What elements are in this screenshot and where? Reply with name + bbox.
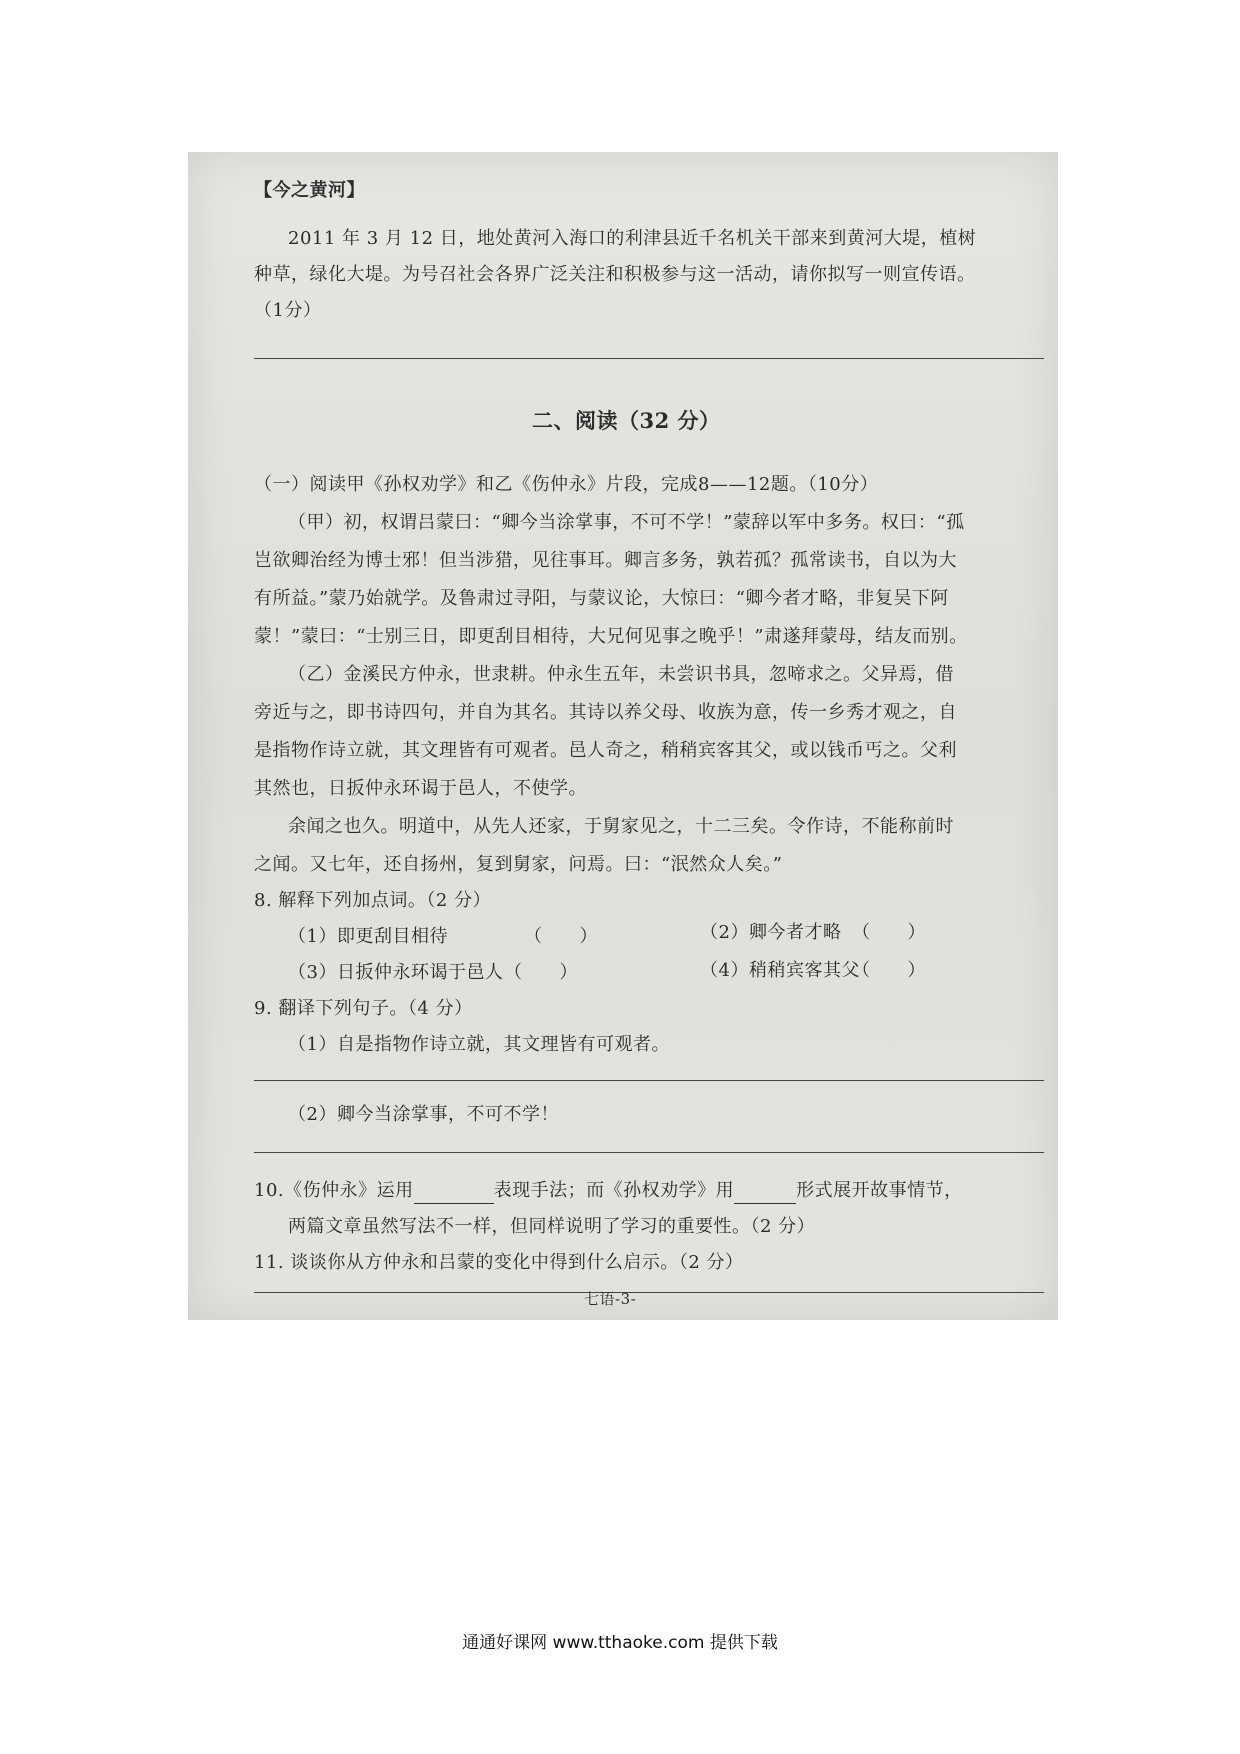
question-8-answer-paren: （ ） (524, 926, 598, 947)
question-8: 8. 解释下列加点词。（2 分） (254, 890, 492, 911)
answer-blank[interactable] (734, 1185, 796, 1204)
question-8-answer-paren: （ ） (504, 962, 578, 983)
question-10-continuation: 两篇文章虽然写法不一样，但同样说明了学习的重要性。（2 分） (288, 1216, 816, 1237)
question-10-part: 表现手法；而《孙权劝学》用 (493, 1180, 735, 1201)
page-number: 七语-3- (584, 1290, 637, 1308)
answer-line (254, 1080, 1044, 1081)
question-8-item: （2）卿今者才略 (700, 922, 842, 943)
scanned-exam-page (188, 152, 1058, 1320)
passage-yi-line: （乙）金溪民方仲永，世隶耕。仲永生五年，未尝识书具，忽啼求之。父异焉，借 (288, 664, 954, 685)
question-8-answer-paren: （ ） (852, 960, 926, 981)
passage-yi-line: 是指物作诗立就，其文理皆有可观者。邑人奇之，稍稍宾客其父，或以钱币丐之。父利 (254, 740, 957, 761)
question-10-part: 形式展开故事情节， (796, 1180, 963, 1201)
question-9-item: （2）卿今当涂掌事，不可不学！ (288, 1104, 559, 1125)
passage-jia-line: 蒙！”蒙曰：“士别三日，即更刮目相待，大兄何见事之晚乎！”肃遂拜蒙母，结友而别。 (254, 626, 968, 647)
passage-jia-line: （甲）初，权谓吕蒙曰：“卿今当涂掌事，不可不学！”蒙辞以军中多务。权曰：“孤 (288, 512, 965, 533)
passage-yi-line: 余闻之也久。明道中，从先人还家，于舅家见之，十二三矣。令作诗，不能称前时 (288, 816, 954, 837)
question-9-item: （1）自是指物作诗立就，其文理皆有可观者。 (288, 1034, 670, 1055)
modern-paragraph-score: （1分） (254, 300, 322, 321)
question-9: 9. 翻译下列句子。（4 分） (254, 998, 473, 1019)
question-8-item: （1）即更刮目相待 (288, 926, 448, 947)
question-8-item: （3）日扳仲永环谒于邑人 (288, 962, 504, 983)
passage-yi-line: 其然也，日扳仲永环谒于邑人，不使学。 (254, 778, 587, 799)
modern-paragraph-line: 2011 年 3 月 12 日，地处黄河入海口的利津县近千名机关干部来到黄河大堤，植树 (288, 228, 977, 249)
passage-jia-line: 有所益。”蒙乃始就学。及鲁肃过寻阳，与蒙议论，大惊曰：“卿今者才略，非复吴下阿 (254, 588, 949, 609)
answer-blank[interactable] (414, 1185, 494, 1204)
passage-yi-line: 之闻。又七年，还自扬州，复到舅家，问焉。曰：“泯然众人矣。” (254, 854, 783, 875)
answer-line (254, 358, 1044, 359)
passage-jia-line: 岂欲卿治经为博士邪！但当涉猎，见往事耳。卿言多务，孰若孤？孤常读书，自以为大 (254, 550, 957, 571)
question-10-part: 10.《伤仲永》运用 (254, 1180, 414, 1201)
footer-credit: 通通好课网 www.tthaoke.com 提供下载 (462, 1633, 778, 1653)
modern-paragraph-line: 种草，绿化大堤。为号召社会各界广泛关注和积极参与这一活动，请你拟写一则宣传语。 (254, 264, 976, 285)
modern-heading: 【今之黄河】 (254, 180, 365, 201)
passage-yi-line: 旁近与之，即书诗四句，并自为其名。其诗以养父母、收族为意，传一乡秀才观之，自 (254, 702, 957, 723)
answer-line (254, 1152, 1044, 1153)
question-11: 11. 谈谈你从方仲永和吕蒙的变化中得到什么启示。（2 分） (254, 1252, 744, 1273)
question-10 (254, 1178, 963, 1204)
question-8-answer-paren: （ ） (852, 922, 926, 943)
answer-line (254, 1292, 1044, 1293)
question-8-item: （4）稍稍宾客其父 (700, 960, 860, 981)
reading-intro: （一）阅读甲《孙权劝学》和乙《伤仲永》片段，完成8——12题。（10分） (254, 474, 879, 495)
section-title: 二、阅读（32 分） (532, 408, 721, 433)
